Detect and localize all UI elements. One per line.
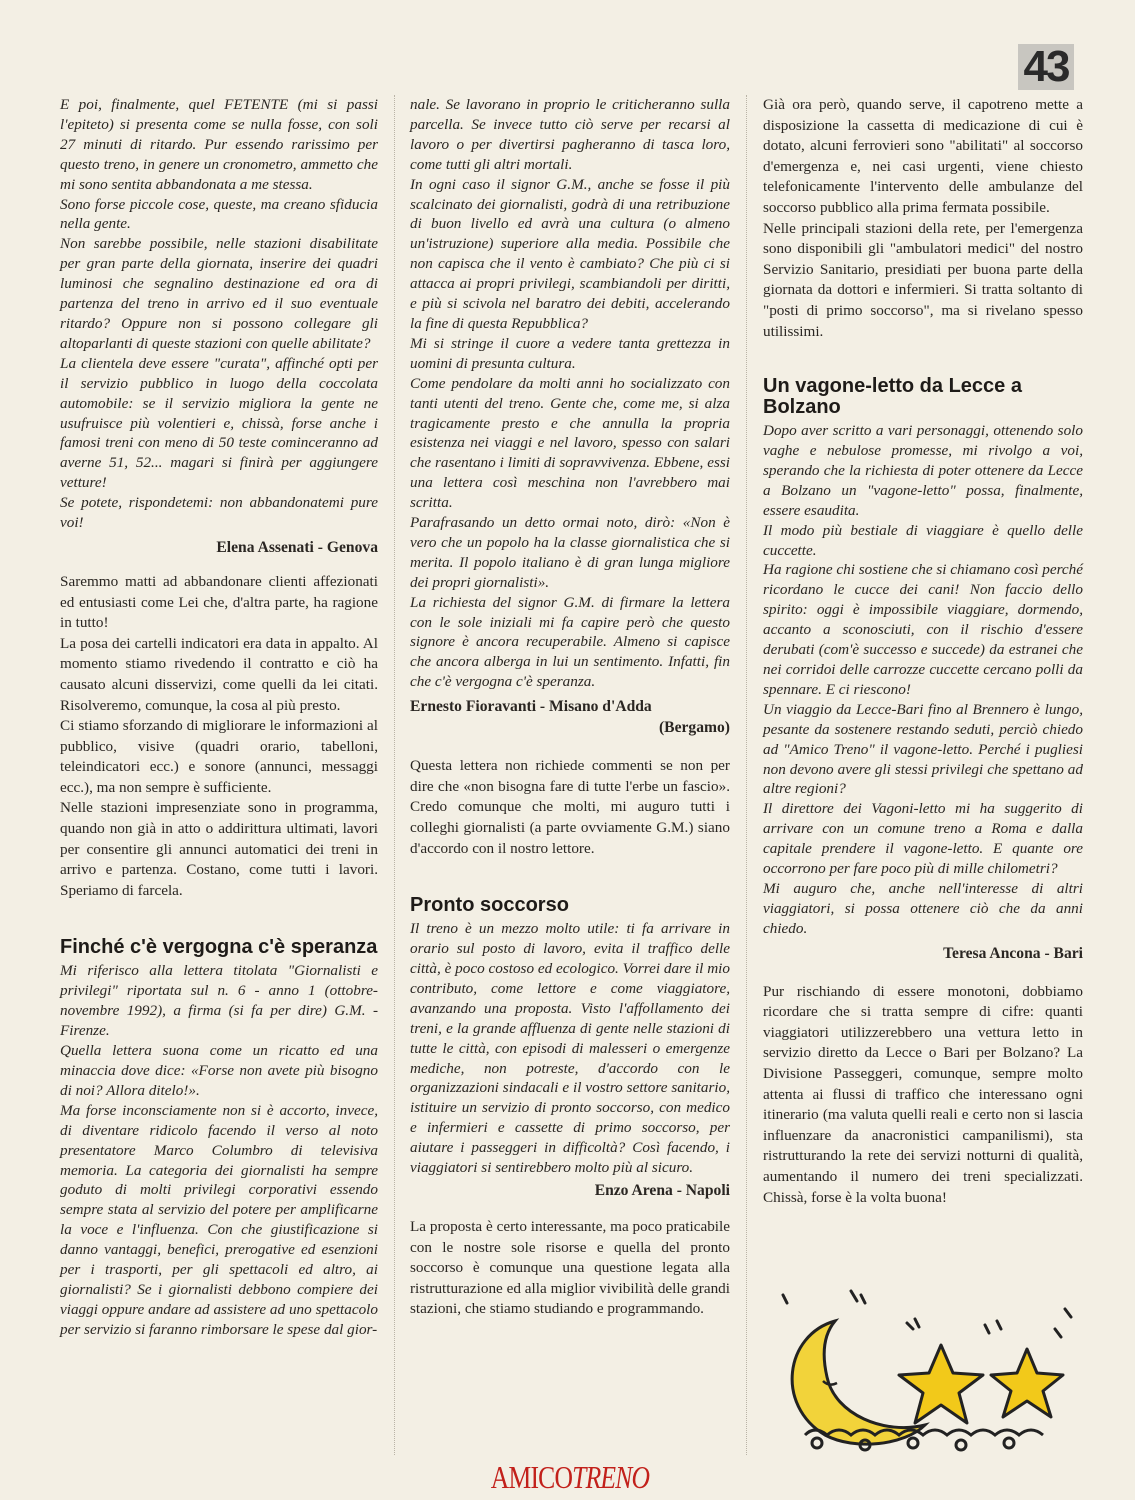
section-heading: Finché c'è vergogna c'è speranza xyxy=(60,936,378,959)
letter-paragraph: E poi, finalmente, quel FETENTE (mi si passi l'epiteto) si presenta come se nulla fosse, con soli 27 minuti di ritardo. Pur essendo rarissimo per questo treno, in genere un cronometro, ammetto che mi sono sentita abbandonata a me stessa. xyxy=(60,96,378,193)
column-2 xyxy=(410,95,730,1320)
reply-paragraph: Ci stiamo sforzando di migliorare le informazioni al pubblico, visive (quadri orario, tabelloni, teleindicatori ecc.) e sonore (annunci, messaggi ecc.), ma non sempre è sufficiente. xyxy=(60,717,378,796)
letter-paragraph: Il direttore dei Vagoni-letto mi ha suggerito di arrivare con un comune treno a Roma e dalla capitale prendere il vagone-letto. E quante ore occorrono per fare poco più di mille chilometri? xyxy=(763,800,1083,878)
letter-paragraph: nale. Se lavorano in proprio le criticheranno sulla parcella. Se invece tutto ciò serve per recarsi al lavoro o per divertirsi pagheranno di tasca loro, come tutti gli altri mortali. xyxy=(410,96,730,173)
letter-paragraph: Mi riferisco alla lettera titolata "Giornalisti e privilegi" riportata sul n. 6 - anno 1 (ottobre-novembre 1992), a firma (si fa per dire) G.M. - Firenze. xyxy=(60,962,378,1040)
column-1 xyxy=(60,95,378,1340)
letter-paragraph: Sono forse piccole cose, queste, ma creano sfiducia nella gente. xyxy=(60,195,378,233)
letter-paragraph: Un viaggio da Lecce-Bari fino al Brennero è lungo, pesante da sostenere restando seduti, perciò chiedo ad "Amico Treno" il vagone-letto. Perché i pugliesi non devono avere gli stessi privilegi che spettano ad altre regioni? xyxy=(763,700,1083,798)
star-icon xyxy=(991,1349,1063,1417)
letter-paragraph: Parafrasando un detto ormai noto, dirò: «Non è vero che un popolo ha la classe giornalistica che si merita. Il popolo italiano è di gran lunga migliore dei propri giornalisti». xyxy=(410,514,730,591)
letter-paragraph: Il treno è un mezzo molto utile: ti fa arrivare in orario sul posto di lavoro, evita il traffico delle città, è poco costoso ed ecologico. Vorrei dare il mio contributo, come lettore e come viaggiatore, avanzando una proposta. Visto l'affollamento dei treni, e la grande affluenza di gente nelle stazioni di tutte le città, con episodi di malesseri o emergenze mediche, non potreste, d'accordo con le organizzazioni sindacali e il vostro settore sanitario, istituire un servizio di pronto soccorso, con medico e infermieri e cassette di primo soccorso, per aiutare i passeggeri in difficoltà? Così facendo, i viaggiatori si sentirebbero molto più al sicuro. xyxy=(410,920,730,1177)
reply-paragraph: Saremmo matti ad abbandonare clienti affezionati ed entusiasti come Lei che, d'altra parte, ha ragione in tutto! xyxy=(60,572,378,632)
letter-paragraph: Non sarebbe possibile, nelle stazioni disabilitate per gran parte della giornata, inserire dei quadri luminosi che segnalino destinazione ed ora di partenza del treno in arrivo ed il suo eventuale ritardo? Oppure non si possono collegare gli altoparlanti di queste stazioni con quelle abilitate? xyxy=(60,235,378,352)
column-divider xyxy=(746,95,748,1455)
letter-signature: Teresa Ancona - Bari xyxy=(943,944,1083,962)
letter-signature-city: (Bergamo) xyxy=(658,719,730,737)
reply-paragraph: La posa dei cartelli indicatori era data in appalto. Al momento stiamo rivedendo il contratto e ciò ha causato alcuni disservizi, come quelli da lei citati. Risolveremo, comunque, la cosa al più presto. xyxy=(60,634,378,714)
letter-paragraph: In ogni caso il signor G.M., anche se fosse il più scalcinato dei giornalisti, godrà di una retribuzione di buon livello ed avrà una cultura (o almeno un'istruzione) superiore alla media. Possibile che non capisca che il vento è cambiato? Che più ci si attacca ai propri privilegi, scambiandoli per diritti, e più si scivola nel baratro dei debiti, accelerando la fine di questa Repubblica? xyxy=(410,175,730,332)
letter-paragraph: La clientela deve essere "curata", affinché opti per il servizio pubblico in luogo della coccolata automobile: se il servizio migliora la gente ne usufruisce più volentieri e, chissà, forse anche i famosi treni con meno di 50 teste cominceranno ad averne 51, 52... magari si finirà per aggiungere vetture! xyxy=(60,354,378,492)
column-3 xyxy=(763,95,1083,1208)
letter-paragraph: Dopo aver scritto a vari personaggi, ottenendo solo vaghe e nebulose promesse, mi rivolgo a voi, sperando che la richiesta di poter ottenere da Lecce a Bolzano un "vagone-letto" possa, finalmente, essere esaudita. xyxy=(763,422,1083,519)
letter-signature: Elena Assenati - Genova xyxy=(216,538,378,556)
letter-paragraph: Mi auguro che, anche nell'interesse di altri viaggiatori, si possa ottenere ciò che da anni chiedo. xyxy=(763,879,1083,937)
letter-signature: Ernesto Fioravanti - Misano d'Adda xyxy=(410,698,652,716)
letter-paragraph: Come pendolare da molti anni ho socializzato con tanti utenti del treno. Gente che, come me, si alza tragicamente presto e che annulla la propria esistenza nei viaggi e nel lavoro, spesso con salari che rasentano i limiti di sopravvivenza. Ebbene, essi una lettera così meschina non l'avrebbero mai scritta. xyxy=(410,374,730,512)
page-number: 43 xyxy=(1018,44,1074,90)
letter-paragraph: La richiesta del signor G.M. di firmare la lettera con le sole iniziali mi fa capire però che questo signore è ancora recuperabile. Almeno si capisce che ancora alberga in lui un sentimento. Infatti, fin che c'è vergogna c'è speranza. xyxy=(410,593,730,691)
reply-paragraph: Nelle stazioni impresenziate sono in programma, quando non già in atto o addirittura ultimati, lavori per consentire gli annunci automatici dei treni in arrivo e partenza. Costano, come tutti i lavori. Speriamo di farcela. xyxy=(60,799,378,899)
column-divider xyxy=(394,95,396,1455)
moon-icon xyxy=(792,1321,925,1444)
star-icon xyxy=(899,1345,983,1423)
reply-paragraph: Questa lettera non richiede commenti se non per dire che «non bisogna fare di tutte l'erbe un fascio». Credo comunque che molti, mi auguro tutti i colleghi giornalisti (a parte ovviamente G.M.) siano d'accordo con il nostro lettore. xyxy=(410,757,730,857)
letter-signature: Enzo Arena - Napoli xyxy=(594,1181,730,1199)
reply-paragraph: Pur rischiando di essere monotoni, dobbiamo ricordare che si tratta sempre di cifre: quanti viaggiatori utilizzerebbero una vettura letto in servizio diretto da Lecce o Bari per Bolzano? La Divisione Passeggeri, comunque, sempre molto attenta ai flussi di traffico che interessano ogni itinerario (ma valuta quelli reali e certo non si lascia influenzare da anacronistici campanilismi), sta ristrutturando la rete dei servizi notturni di qualità, aumentando il numero dei treni specializzati. Chissà, forse è la volta buona! xyxy=(763,982,1083,1206)
section-heading: Un vagone-letto da Lecce a Bolzano xyxy=(763,375,1022,419)
letter-paragraph: Ha ragione chi sostiene che si chiamano così perché ricordano le cucce dei cani! Non faccio dello spirito: oggi è impossibile viaggiare, dormendo, accanto a sconosciuti, con il rischio d'essere derubati (com'è successo e succede) da estranei che nei corridoi delle carrozze cuccette cercano polli da spennare. E ci riescono! xyxy=(763,561,1083,698)
letter-paragraph: Quella lettera suona come un ricatto ed una minaccia dove dice: «Forse non avete più bisogno di noi? Allora ditelo!». xyxy=(60,1042,378,1099)
magazine-title-part1: AMICO xyxy=(490,1459,573,1495)
reply-paragraph: La proposta è certo interessante, ma poco praticabile con le nostre sole risorse e quella del pronto soccorso è comunque una questione legata alla ristrutturazione ed alla miglior vivibilità delle grandi stazioni, che stiamo studiando e programmando. xyxy=(410,1217,730,1318)
magazine-title xyxy=(486,1460,654,1494)
letter-paragraph: Se potete, rispondetemi: non abbandonatemi pure voi! xyxy=(60,494,378,532)
magazine-title-part2: TRENO xyxy=(572,1459,650,1495)
moon-and-stars-illustration xyxy=(765,1285,1083,1453)
reply-paragraph: Già ora però, quando serve, il capotreno mette a disposizione la cassetta di medicazione di cui è dotato, alcuni ferrovieri sono "abilitati" al soccorso d'emergenza e, nei casi urgenti, viene chiesto telefonicamente l'intervento delle ambulanze del soccorso pubblico alla prima fermata possibile. xyxy=(763,96,1083,216)
letter-paragraph: Mi si stringe il cuore a vedere tanta grettezza in uomini di presunta cultura. xyxy=(410,334,730,372)
reply-paragraph: Nelle principali stazioni della rete, per l'emergenza sono disponibili gli "ambulatori medici" del nostro Servizio Sanitario, presidiati per buona parte della giornata da dottori e infermieri. Si tratta soltanto di "posti di primo soccorso", ma si rivelano spesso utilissimi. xyxy=(763,219,1083,340)
letter-paragraph: Ma forse inconsciamente non si è accorto, invece, di diventare ridicolo facendo il verso al noto presentatore Marco Columbro di televisiva memoria. La categoria dei giornalisti ha sempre goduto di molti privilegi corporativi essendo sempre stata al servizio del potere per amplificarne la voce e l'influenza. Con che giustificazione si danno vantaggi, benefici, prerogative ed esenzioni per i trasporti, per gli spettacoli ed altro, ai giornalisti? Se i giornalisti debbono compiere dei viaggi oppure andare ad assistere ad uno spettacolo per servizio si faranno rimborsare le spese dal gior- xyxy=(60,1101,378,1338)
letter-paragraph: Il modo più bestiale di viaggiare è quello delle cuccette. xyxy=(763,521,1083,559)
section-heading: Pronto soccorso xyxy=(410,894,569,917)
